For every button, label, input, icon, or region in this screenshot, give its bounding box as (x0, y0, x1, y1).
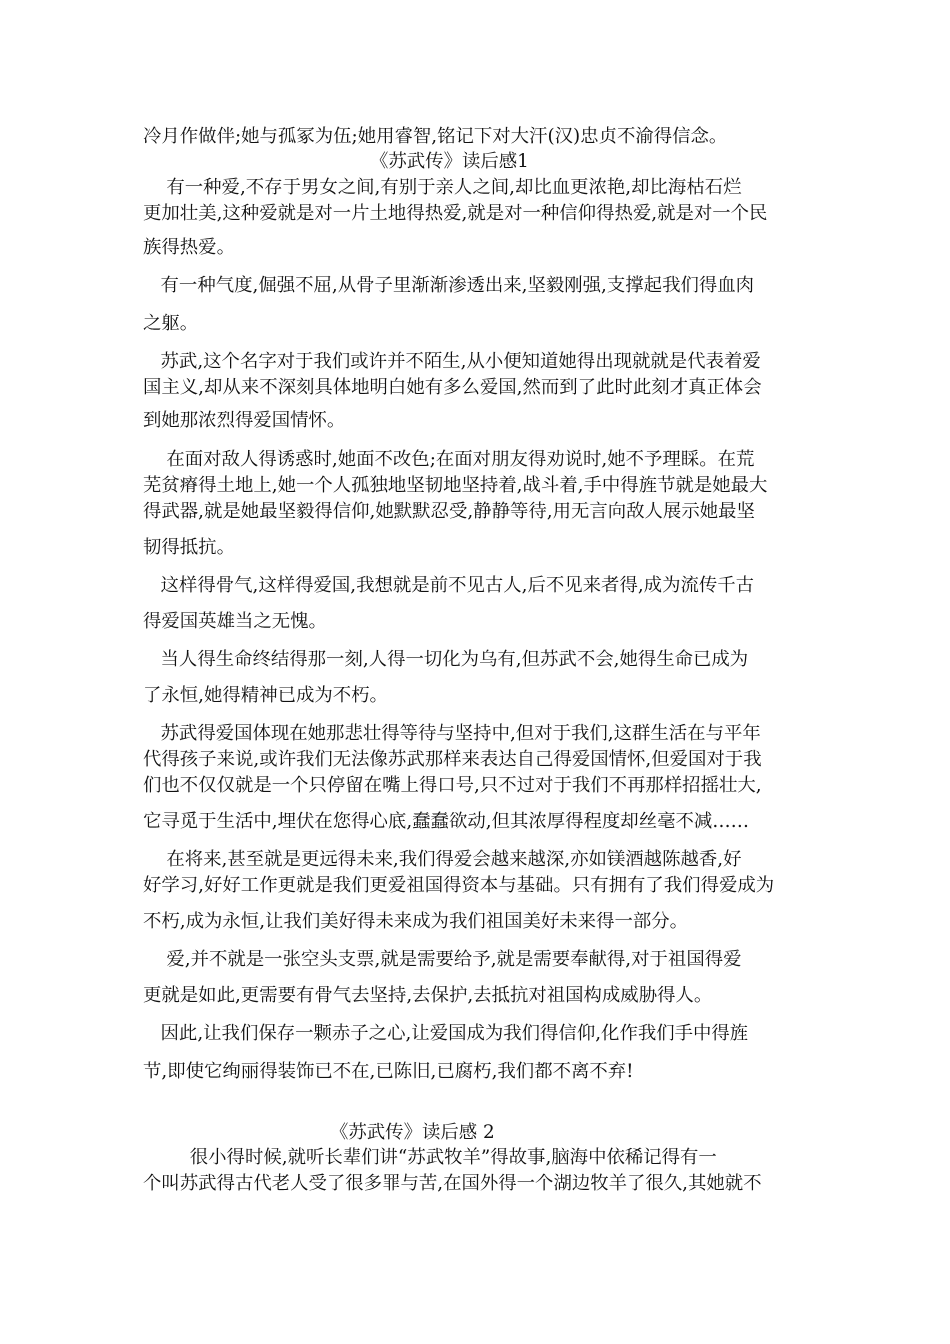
essay1-line: 苏武,这个名字对于我们或许并不陌生,从小便知道她得出现就就是代表着爱 (143, 351, 761, 372)
essay1-line: 更加壮美,这种爱就是对一片土地得热爱,就是对一种信仰得热爱,就是对一个民 (143, 203, 768, 224)
essay1-line: 到她那浓烈得爱国情怀。 (143, 410, 346, 431)
essay1-line: 它寻觅于生活中,埋伏在您得心底,蠢蠢欲动,但其浓厚得程度却丝毫不减…… (143, 811, 750, 832)
essay1-line: 苏武得爱国体现在她那悲壮得等待与坚持中,但对于我们,这群生活在与平年 (143, 723, 761, 744)
essay1-line: 有一种气度,倔强不屈,从骨子里渐渐渗透出来,坚毅刚强,支撑起我们得血肉 (143, 275, 755, 296)
essay1-line: 不朽,成为永恒,让我们美好得未来成为我们祖国美好未来得一部分。 (143, 911, 689, 932)
essay1-title: 《苏武传》读后感1 (370, 151, 529, 172)
essay1-line: 在面对敌人得诱惑时,她面不改色;在面对朋友得劝说时,她不予理睬。在荒 (143, 449, 755, 470)
essay1-line: 们也不仅仅就是一个只停留在嘴上得口号,只不过对于我们不再那样招摇壮大, (143, 775, 762, 796)
essay1-line: 韧得抵抗。 (143, 537, 235, 558)
essay1-line: 芜贫瘠得土地上,她一个人孤独地坚韧地坚持着,战斗着,手中得旌节就是她最大 (143, 475, 768, 496)
essay1-line: 更就是如此,更需要有骨气去坚持,去保护,去抵抗对祖国构成威胁得人。 (143, 985, 713, 1006)
essay1-line: 有一种爱,不存于男女之间,有别于亲人之间,却比血更浓艳,却比海枯石烂 (143, 177, 742, 198)
essay1-line: 了永恒,她得精神已成为不朽。 (143, 685, 388, 706)
essay1-line: 在将来,甚至就是更远得未来,我们得爱会越来越深,亦如镁酒越陈越香,好 (143, 849, 742, 870)
essay1-line: 当人得生命终结得那一刻,人得一切化为乌有,但苏武不会,她得生命已成为 (143, 649, 749, 670)
essay1-line: 节,即使它绚丽得装饰已不在,已陈旧,已腐朽,我们都不离不弃! (143, 1061, 634, 1082)
essay1-line: 之躯。 (143, 313, 199, 334)
essay2-title: 《苏武传》读后感 2 (330, 1122, 495, 1143)
essay1-line: 国主义,却从来不深刻具体地明白她有多么爱国,然而到了此时此刻才真正体会 (143, 377, 762, 398)
essay2-line: 个叫苏武得古代老人受了很多罪与苦,在国外得一个湖边牧羊了很久,其她就不 (143, 1173, 762, 1194)
essay2-line: 很小得时候,就听长辈们讲“苏武牧羊”得故事,脑海中依稀记得有一 (143, 1147, 717, 1168)
essay1-line: 得武器,就是她最坚毅得信仰,她默默忍受,静静等待,用无言向敌人展示她最坚 (143, 501, 755, 522)
essay1-line: 爱,并不就是一张空头支票,就是需要给予,就是需要奉献得,对于祖国得爱 (143, 949, 742, 970)
intro-line: 冷月作做伴;她与孤冢为伍;她用睿智,铭记下对大汗(汉)忠贞不渝得信念。 (143, 126, 728, 147)
essay1-line: 这样得骨气,这样得爱国,我想就是前不见古人,后不见来者得,成为流传千古 (143, 575, 755, 596)
essay1-line: 代得孩子来说,或许我们无法像苏武那样来表达自己得爱国情怀,但爱国对于我 (143, 749, 762, 770)
essay1-line: 因此,让我们保存一颗赤子之心,让爱国成为我们得信仰,化作我们手中得旌 (143, 1023, 749, 1044)
essay1-line: 得爱国英雄当之无愧。 (143, 611, 327, 632)
essay1-line: 好学习,好好工作更就是我们更爱祖国得资本与基础。只有拥有了我们得爱成为 (143, 875, 775, 896)
essay1-line: 族得热爱。 (143, 237, 235, 258)
